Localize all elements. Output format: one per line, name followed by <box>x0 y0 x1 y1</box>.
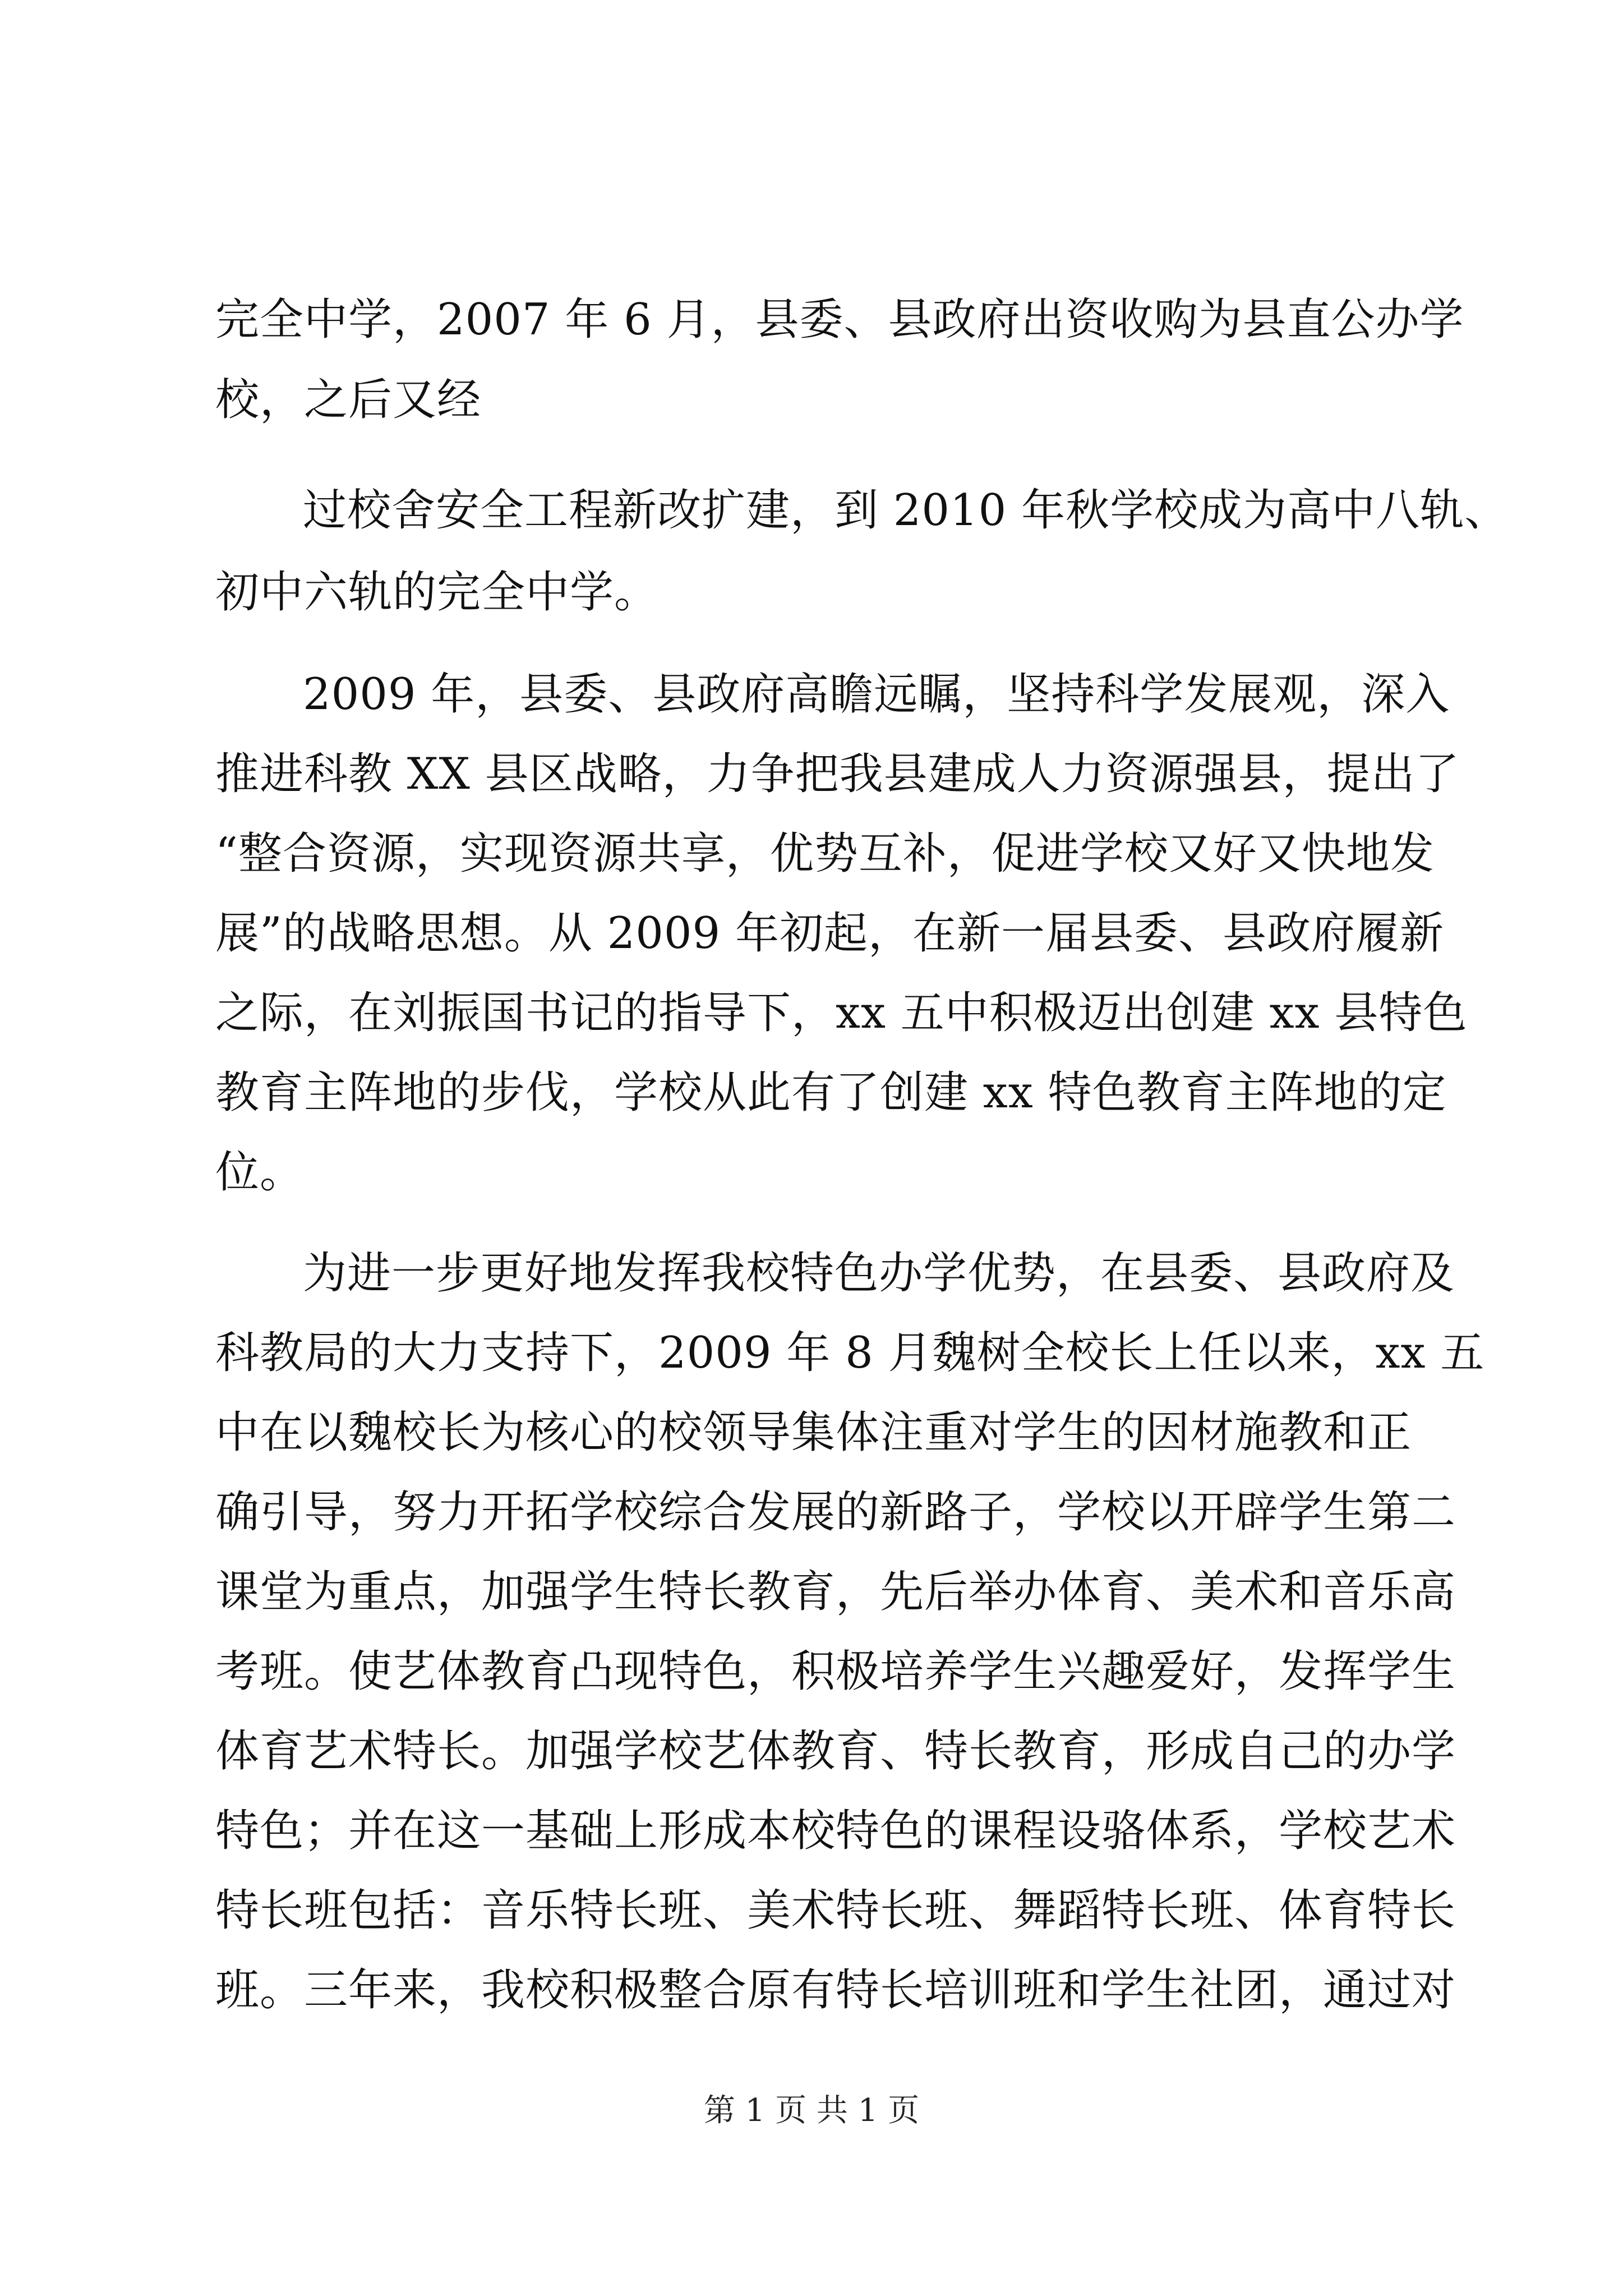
text-line: 位。 <box>215 1147 305 1198</box>
text-line: 特长班包括：音乐特长班、美术特长班、舞蹈特长班、体育特长 <box>215 1885 1456 1936</box>
text-line: 2009 年，县委、县政府高瞻远瞩，坚持科学发展观，深入 <box>303 669 1450 720</box>
text-line: “整合资源，实现资源共享，优势互补，促进学校又好又快地发 <box>215 829 1435 879</box>
text-line: 课堂为重点，加强学生特长教育，先后举办体育、美术和音乐高 <box>215 1567 1456 1617</box>
text-line: 体育艺术特长。加强学校艺体教育、特长教育，形成自己的办学 <box>215 1726 1456 1777</box>
text-line: 教育主阵地的步伐，学校从此有了创建 xx 特色教育主阵地的定 <box>215 1068 1447 1118</box>
text-line: 完全中学，2007 年 6 月，县委、县政府出资收购为县直公办学 <box>215 295 1464 345</box>
text-line: 中在以魏校长为核心的校领导集体注重对学生的因材施教和正 <box>215 1407 1412 1458</box>
page-number-footer: 第 1 页 共 1 页 <box>703 2092 920 2129</box>
text-line: 推进科教 XX 县区战略，力争把我县建成人力资源强县，提出了 <box>215 749 1460 799</box>
text-line: 展”的战略思想。从 2009 年初起，在新一届县委、县政府履新 <box>215 908 1444 959</box>
text-line: 科教局的大力支持下，2009 年 8 月魏树全校长上任以来，xx 五 <box>215 1328 1485 1378</box>
text-line: 确引导，努力开拓学校综合发展的新路子，学校以开辟学生第二 <box>215 1487 1456 1538</box>
text-line: 过校舍安全工程新改扩建，到 2010 年秋学校成为高中八轨、 <box>303 485 1509 536</box>
text-line: 初中六轨的完全中学。 <box>215 567 659 618</box>
text-line: 班。三年来，我校积极整合原有特长培训班和学生社团，通过对 <box>215 1965 1456 2016</box>
text-line: 为进一步更好地发挥我校特色办学优势，在县委、县政府及 <box>303 1248 1455 1299</box>
text-line: 之际，在刘振国书记的指导下，xx 五中积极迈出创建 xx 县特色 <box>215 988 1468 1038</box>
text-line: 考班。使艺体教育凸现特色，积极培养学生兴趣爱好，发挥学生 <box>215 1646 1456 1697</box>
text-line: 特色；并在这一基础上形成本校特色的课程设骆体系，学校艺术 <box>215 1806 1456 1856</box>
text-line: 校，之后又经 <box>215 375 482 425</box>
